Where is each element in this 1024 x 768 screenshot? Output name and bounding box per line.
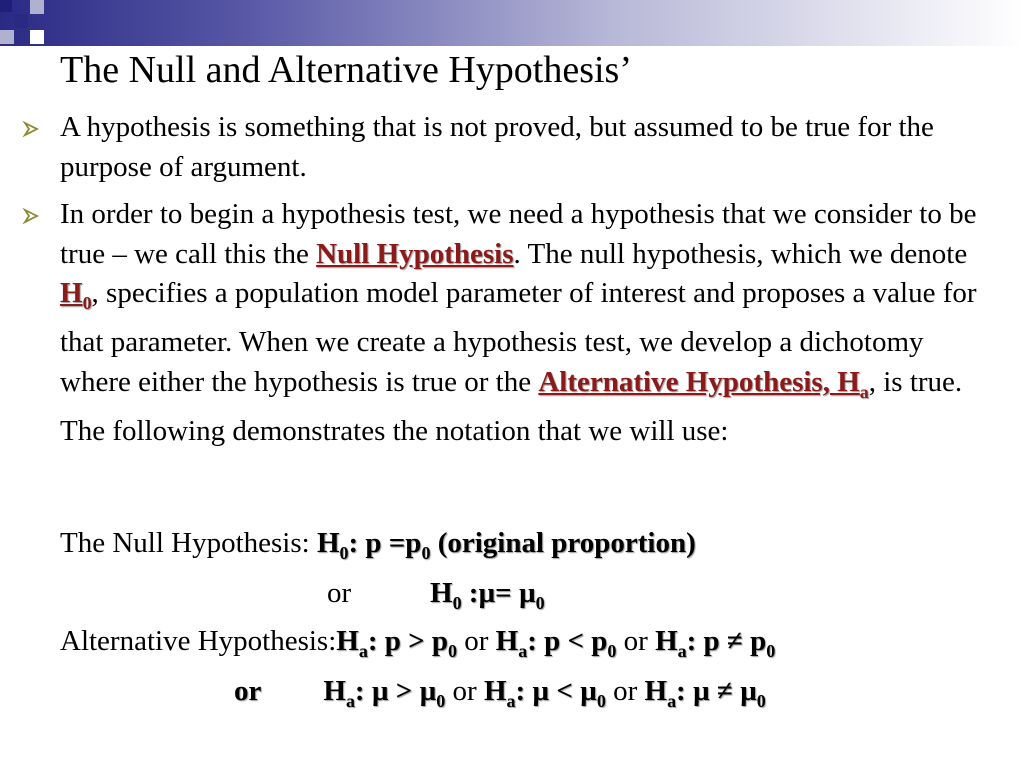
arrow-bullet-icon — [22, 207, 40, 225]
mu-formula-ne: $H_a$: µ ≠ µ$_0$ — [644, 675, 766, 711]
text-segment: , is true. The following demonstrates the notation that we will use: — [60, 365, 963, 448]
title-bar-gradient — [0, 0, 1024, 46]
formula-lt: $H_a$: $p < p_0$ — [495, 625, 617, 661]
decor-square — [14, 14, 28, 28]
alternative-mu-notation — [234, 674, 766, 718]
decor-square — [0, 30, 14, 44]
alternative-hypothesis-term — [538, 365, 869, 402]
formula: $H_0$: $p =p_0$ (original proportion) — [316, 527, 696, 563]
text-segment: , specifies a population model parameter of interest and proposes a value for that parameter. When we create a hypothesis test, we develop a dichotomy where either the hypothesis is true or the — [60, 277, 977, 398]
decor-square — [30, 0, 44, 14]
text-segment: . The null hypothesis, which we denote — [513, 237, 968, 270]
or-connector: or — [457, 625, 496, 657]
formula-gt: $H_a$: $p > p_0$ — [336, 625, 457, 661]
or-connector: or — [445, 675, 484, 707]
or-connector: or — [616, 625, 656, 657]
or-connector: or — [234, 675, 262, 707]
bullet-definition: A hypothesis is something that is not proved, but assumed to be true for the purpose of argument. — [60, 111, 934, 183]
or-connector: or — [327, 577, 352, 609]
mu-formula-gt: $H_a$: µ > µ$_0$ — [323, 675, 446, 711]
alternative-hypothesis-notation — [60, 624, 775, 668]
null-mu-formula: $H_0$ :µ= µ$_0$ — [430, 577, 545, 613]
null-hypothesis-notation — [60, 526, 696, 570]
slide-title: The Null and Alternative Hypothesis’ — [60, 49, 632, 91]
h0-term — [60, 277, 92, 313]
decor-square — [30, 30, 44, 44]
term-subscript: 0 — [82, 292, 92, 313]
label: The Null Hypothesis: — [60, 527, 317, 559]
label: Alternative Hypothesis: — [60, 625, 337, 657]
term-base: Alternative Hypothesis, H — [538, 365, 860, 398]
text-segment: In order to begin a hypothesis test, we need a hypothesis that we consider to be true – we call this the — [60, 198, 977, 270]
formula-ne: $H_a$: $p \ne p_0$ — [655, 625, 776, 661]
mu-formula-lt: $H_a$: µ < µ$_0$ — [483, 675, 606, 711]
term-base: H — [60, 277, 83, 309]
null-hypothesis-term: Null Hypothesis — [316, 237, 514, 270]
or-connector: or — [605, 675, 645, 707]
term-subscript: a — [859, 381, 869, 402]
decor-square — [0, 0, 12, 12]
arrow-bullet-icon — [22, 120, 40, 138]
bullet-null-hypothesis — [60, 195, 990, 452]
